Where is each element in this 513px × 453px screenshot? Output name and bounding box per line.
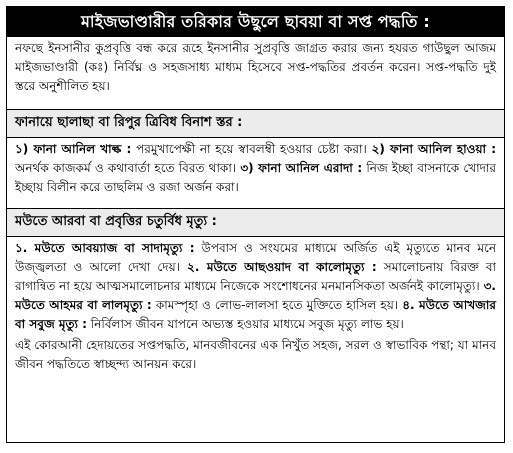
title-text: মাইজভাণ্ডারীর তরিকার উছুলে ছাবয়া বা সপ্ত পদ্ধতি : [81,11,430,31]
mout-desc-2: সমালোচনায় বিরক্ত বা রাগান্বিত না হয়ে আত্মসমালোচনার মাধ্যমে নিজেকে সংশোধনের মনমানসিকতা অর্জনই কালোমৃত্যু। [15,260,496,293]
fana-desc-1: পরমুখাপেক্ষী না হয়ে স্বাবলম্বী হওয়ার চেষ্টা করা। [131,142,372,156]
mout-desc-1: উপবাস ও সংযমের মাধ্যমে অর্জিত এই মৃত্যুতে মানব মনে উজ্জ্বলতা ও আলো দেখা দেয়। [15,241,496,274]
fana-heading: ফানায়ে ছালাছা বা রিপুর ত্রিবিধ বিনাশ স্তর : [7,109,504,138]
mout-term-2: ২. মউতে আছওয়াদ বা কালোমৃত্যু : [187,260,377,274]
mout-section [7,237,504,405]
intro-section [7,37,504,107]
mout-paragraph [7,237,504,336]
page-title [7,7,504,37]
mout-term-1: ১. মউতে আবয়্যাজ বা সাদামৃত্যু : [15,241,195,255]
mout-heading: মউতে আরবা বা প্রবৃত্তির চতুর্বিধ মৃত্যু : [7,208,504,237]
closing-paragraph: এই কোরআনী হেদায়তের সপ্তপদ্ধতি, মানবজীবনের এক নিখুঁত সহজ, সরল ও স্বাভাবিক পন্থা; যা মানব জীবন পদ্ধতিতে স্বাচ্ছন্দ্য আনয়ন করে। [15,338,496,371]
fana-term-3: ৩) ফানা আনিল এরাদা : [240,161,363,175]
intro-paragraph: নফছে ইনসানীর কুপ্রবৃত্তি বন্ধ করে রূহে ইনসানীর সুপ্রবৃত্তি জাগ্রত করার জন্য হযরত গাউছুল আজম মাইজভাণ্ডারী (কঃ) নির্বিঘ্ন ও সহজসাধ্য মাধ্যম হিসেবে সপ্ত-পদ্ধতির প্রবর্তন করেন। সপ্ত-পদ্ধতি দুই স্তরে অনুশীলিত হয়। [15,41,496,93]
mout-term-4: ৪. মউতে আখজার বা সবুজ মৃত্যু : [15,298,496,331]
fana-section [7,138,504,206]
mout-desc-4: নির্বিলাস জীবন যাপনে অভ্যস্ত হওয়ার মাধ্যমে সবুজ মৃত্যু লাভ হয়। [86,317,404,331]
fana-term-1: ১) ফানা আনিল খাল্ক : [15,142,132,156]
mout-desc-3: কামস্পৃহা ও লোভ-লালসা হতে মুক্তিতে হাসিল হয়। [151,298,403,312]
fana-paragraph [7,138,504,199]
mout-term-3: ৩. মউতে আহমর বা লালমৃত্যু : [15,279,496,312]
info-box [6,6,505,443]
fana-desc-2: অনর্থক কাজকর্ম ও কথাবার্তা হতে বিরত থাকা। [15,161,241,175]
fana-desc-3: নিজ ইচ্ছা বাসনাকে খোদার ইচ্ছায় বিলীন করে তাছলিম ও রজা অর্জন করা। [15,161,497,194]
fana-term-2: ২) ফানা আনিল হাওয়া : [371,142,496,156]
